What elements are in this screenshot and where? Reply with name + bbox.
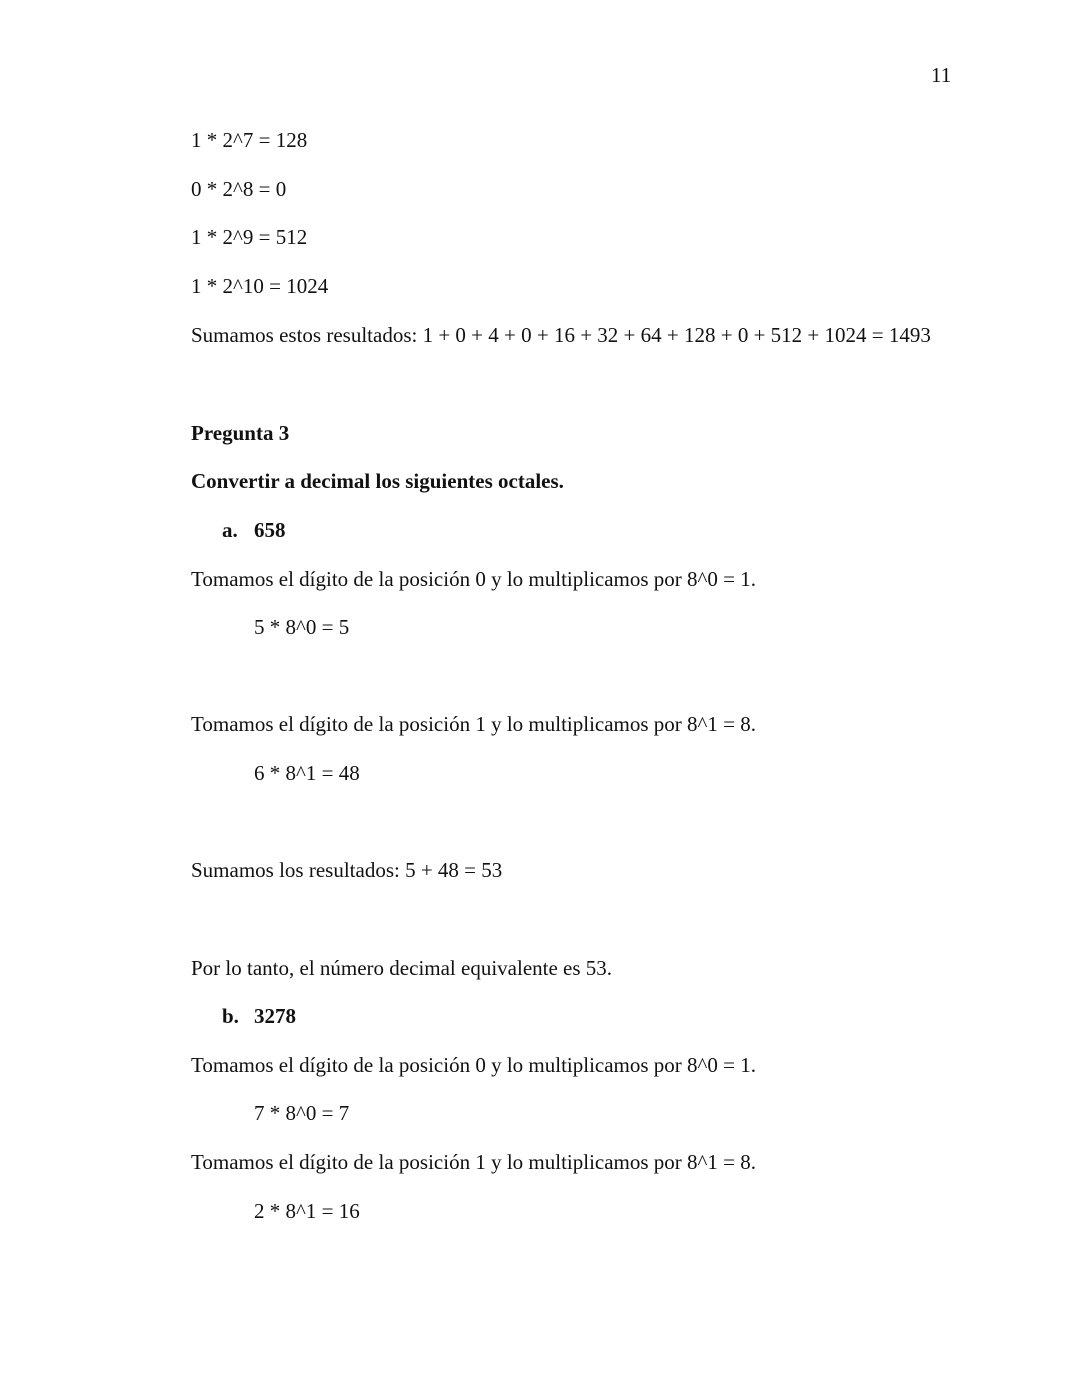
page-number: 11	[931, 63, 952, 87]
question-title: Pregunta 3	[191, 421, 290, 445]
calc-line-2-9: 1 * 2^9 = 512	[191, 225, 308, 249]
part-b-step1-calc: 2 * 8^1 = 16	[254, 1199, 360, 1223]
part-b-step1-text: Tomamos el dígito de la posición 1 y lo multiplicamos por 8^1 = 8.	[191, 1150, 757, 1174]
calc-sum: Sumamos estos resultados: 1 + 0 + 4 + 0 + 16 + 32 + 64 + 128 + 0 + 512 + 1024 = 1493	[191, 323, 931, 347]
part-a-step0-text: Tomamos el dígito de la posición 0 y lo multiplicamos por 8^0 = 1.	[191, 567, 757, 591]
part-a-heading	[222, 517, 286, 543]
part-b-marker: b.	[222, 1004, 239, 1028]
part-a-step1-calc: 6 * 8^1 = 48	[254, 761, 360, 785]
calc-line-2-8: 0 * 2^8 = 0	[191, 177, 287, 201]
part-b-heading	[222, 1003, 296, 1029]
calc-line-2-7: 1 * 2^7 = 128	[191, 128, 308, 152]
part-a-step0-calc: 5 * 8^0 = 5	[254, 615, 350, 639]
part-b-step0-calc: 7 * 8^0 = 7	[254, 1101, 350, 1125]
question-instruction: Convertir a decimal los siguientes octales.	[191, 469, 564, 493]
part-a-sum: Sumamos los resultados: 5 + 48 = 53	[191, 858, 503, 882]
calc-line-2-10: 1 * 2^10 = 1024	[191, 274, 329, 298]
part-b-value: 3278	[254, 1004, 296, 1028]
part-a-marker: a.	[222, 518, 238, 542]
part-b-step0-text: Tomamos el dígito de la posición 0 y lo multiplicamos por 8^0 = 1.	[191, 1053, 757, 1077]
part-a-conclusion: Por lo tanto, el número decimal equivalente es 53.	[191, 956, 613, 980]
part-a-value: 658	[254, 518, 286, 542]
part-a-step1-text: Tomamos el dígito de la posición 1 y lo multiplicamos por 8^1 = 8.	[191, 712, 757, 736]
